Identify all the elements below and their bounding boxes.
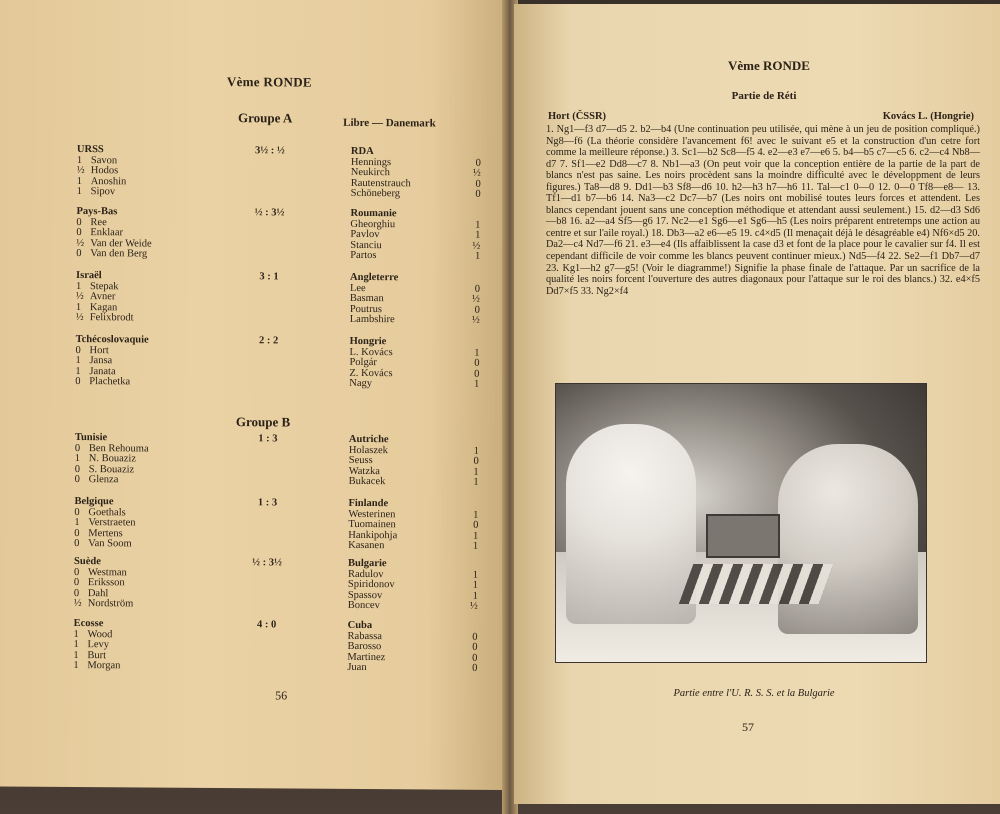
player-name: Tuomainen xyxy=(348,518,396,531)
player-name: Wood xyxy=(87,628,113,640)
groupe-b-heading: Groupe B xyxy=(235,414,291,430)
match-left-team xyxy=(75,433,235,487)
player-name: Enklaar xyxy=(90,227,124,239)
player-name: Bukacek xyxy=(348,475,386,488)
photo-caption: Partie entre l'U. R. S. S. et la Bulgarie xyxy=(673,688,835,699)
photo-chess-board xyxy=(679,564,834,604)
team-name: Suède xyxy=(74,555,101,568)
black-player: Kovács L. (Hongrie) xyxy=(882,111,974,122)
player-row xyxy=(74,599,234,611)
player-score: 0 xyxy=(474,304,480,316)
player-name: Polgár xyxy=(349,356,377,369)
match-block xyxy=(75,333,496,390)
match-block xyxy=(76,205,497,262)
match-score: 4 : 0 xyxy=(256,619,277,631)
player-name: Eriksson xyxy=(87,577,125,589)
player-name: Verstraeten xyxy=(88,517,136,529)
player-score: ½ xyxy=(471,293,480,305)
player-name: Morgan xyxy=(87,660,121,672)
player-name: Poutrus xyxy=(349,303,382,315)
player-name: L. Kovács xyxy=(349,346,393,358)
player-score: ½ xyxy=(472,167,481,179)
player-score: 1 xyxy=(475,219,481,231)
player-score: 0 xyxy=(472,652,478,664)
game-subtitle: Partie de Réti xyxy=(731,90,797,102)
player-name: Partos xyxy=(350,249,377,262)
player-score: 0 xyxy=(74,527,80,539)
match-score: 1 : 3 xyxy=(258,433,278,445)
player-name: Westerinen xyxy=(348,508,396,520)
player-score: 1 xyxy=(76,175,83,187)
match-right-team xyxy=(348,559,478,612)
player-score: ½ xyxy=(73,597,82,610)
match-right-team xyxy=(349,435,479,488)
player-score: 1 xyxy=(472,569,479,581)
player-row xyxy=(347,652,477,663)
match-right-team xyxy=(349,337,479,390)
player-name: Nordström xyxy=(87,598,134,610)
player-score: 1 xyxy=(473,476,479,488)
player-name: Plachetka xyxy=(89,376,131,388)
player-row xyxy=(75,377,235,389)
team-name: Finlande xyxy=(348,497,389,510)
player-row xyxy=(350,251,480,262)
player-name: Basman xyxy=(349,292,384,305)
player-score: 0 xyxy=(74,463,81,475)
player-name: Barosso xyxy=(347,640,382,653)
match-score: 3½ : ½ xyxy=(255,145,285,157)
match-right-team xyxy=(350,209,480,262)
player-row xyxy=(351,189,481,200)
player-score: 1 xyxy=(472,579,478,591)
photo-player-right xyxy=(778,444,918,634)
player-score: 0 xyxy=(472,641,478,653)
player-name: Van Soom xyxy=(88,538,132,550)
player-score: 1 xyxy=(74,516,80,529)
player-name: Savon xyxy=(90,154,118,166)
player-score: 1 xyxy=(474,250,481,262)
player-name: Hort xyxy=(89,344,109,356)
player-row xyxy=(348,541,478,552)
team-name: RDA xyxy=(350,145,374,158)
right-page xyxy=(514,4,1000,804)
team-name: Israël xyxy=(76,269,102,282)
player-score: 1 xyxy=(73,649,79,661)
player-score: ½ xyxy=(471,314,480,326)
photo-player-left xyxy=(566,424,696,624)
player-score: ½ xyxy=(75,290,84,303)
player-score: 1 xyxy=(76,185,82,198)
player-name: Spiridonov xyxy=(347,578,395,591)
player-name: Nagy xyxy=(349,377,373,390)
team-name: Ecosse xyxy=(73,617,104,630)
player-score: ½ xyxy=(75,311,84,324)
player-name: Jansa xyxy=(89,355,113,367)
team-name: URSS xyxy=(76,143,104,156)
player-name: Kagan xyxy=(89,301,118,313)
match-left-team xyxy=(77,145,237,199)
player-name: Avner xyxy=(89,291,116,303)
player-name: S. Bouaziz xyxy=(88,463,135,475)
player-score: 1 xyxy=(73,638,79,651)
chess-game-photo xyxy=(556,384,926,662)
player-score: 0 xyxy=(473,455,479,467)
team-name: Autriche xyxy=(348,433,389,446)
player-score: 1 xyxy=(73,628,79,640)
match-left-team xyxy=(74,497,234,551)
match-block xyxy=(74,431,495,488)
match-block xyxy=(73,617,494,674)
team-name: Belgique xyxy=(74,495,114,508)
player-score: 1 xyxy=(472,530,479,542)
player-row xyxy=(76,313,236,325)
photo-chess-clock xyxy=(706,514,780,558)
player-score: 1 xyxy=(473,466,479,478)
player-name: Kasanen xyxy=(348,539,385,552)
player-score: 1 xyxy=(75,354,81,367)
player-score: 1 xyxy=(474,378,480,390)
match-score: 1 : 3 xyxy=(257,497,278,509)
player-row xyxy=(347,663,477,674)
player-name: Z. Kovács xyxy=(349,367,393,379)
player-name: Pavlov xyxy=(350,228,380,241)
player-score: 1 xyxy=(473,509,479,521)
player-name: Hankipohja xyxy=(348,529,398,541)
player-score: 1 xyxy=(473,445,479,457)
team-name: Angleterre xyxy=(350,271,399,284)
player-name: Levy xyxy=(87,639,110,651)
player-name: Lambshire xyxy=(349,313,395,326)
match-block xyxy=(73,555,494,612)
game-moves-text: 1. Ng1—f3 d7—d5 2. b2—b4 (Une continuation peu utilisée, qui mène à un jeu de position compliqué.) Ng8—f6 (La théorie considère l'avancement f6! avec le suivant e5 et la construction d'un cetre fort comme la meilleure réponse.) 3. Sc1—b2 Sc8—f5 4. e2—e3 e7—e6 5. b4—b5 c7—c5 6. c2—c4 Nb8—d7 7. Sf1—e2 Dd8—c7 8. Nb1—a3 (On peut voir que la conception entière de la partie de la part de blancs n'est pas saine. Les noirs procèdent sans la moindre difficulté avec le développment de leurs figures.) Ta8—d8 9. Dd1—b3 Sf8—d6 10. h2—h3 h7—h6 11. Tal—c1 0—0 12. 0—0 Tf8—e8— 13. Tf1—d1 b7—b6 14. Na3—c2 Dc7—b7 (Les noirs ont mobilisé toutes leurs forces et attendent. Les blancs cependant jouent sans une conception méthodique et attendant aussi seulement.) 15. d2—d3 Sd6—b8 16. a2—a4 Sf5—g6 17. Nc2—e1 Sg6—e1 Sg6—h5 (Les noirs préparent entretemps une action au centre et sur l'aile royal.) 18. Db3—a2 e6—e5 19. c4×d5 (Il menaçait déjà le désagréable e4) Nf6×d5 20. Da2—c4 Nd7—f6 21. e3—e4 (Ils affaiblissent la case d3 et font de la place pour le cavalier sur f4. Il est cependant difficile de voir comme les blancs peuvent continuer mieux.) Nd5—f4 22. Se2—f1 Db7—d7 23. Kg1—h2 g7—g5! (Voir le diagramme!) Signifie la phase finale de l'attaque. Par un sacrifice de la qualité les noirs forcent l'ouverture des autres diagonaux pour l'attaque sur le roi des blancs.) 32. e4×f5 Dd7×f5 33. Ng2×f4 xyxy=(546,124,980,297)
match-block xyxy=(76,143,497,200)
player-name: Mertens xyxy=(88,527,123,539)
left-page xyxy=(0,0,508,790)
player-name: Ree xyxy=(90,216,107,228)
player-row xyxy=(350,315,480,326)
match-score: 3 : 1 xyxy=(259,271,279,283)
player-score: 0 xyxy=(74,506,80,518)
player-score: 0 xyxy=(73,587,80,599)
team-name: Tchécoslovaquie xyxy=(75,333,149,346)
player-name: Goethals xyxy=(88,506,126,518)
match-left-team xyxy=(74,557,234,611)
player-score: 0 xyxy=(75,344,81,356)
player-score: 0 xyxy=(475,178,481,190)
player-score: 0 xyxy=(475,188,481,200)
player-name: Anoshin xyxy=(90,175,127,187)
player-name: Stanciu xyxy=(350,239,382,251)
player-name: Hodos xyxy=(90,165,119,177)
player-name: Stepak xyxy=(89,280,119,292)
player-name: Janata xyxy=(89,365,116,377)
player-name: Van der Weide xyxy=(90,237,152,250)
player-name: Neukirch xyxy=(350,166,390,179)
player-name: Glenza xyxy=(88,474,119,486)
player-name: Lee xyxy=(349,282,366,294)
player-score: 0 xyxy=(74,442,81,454)
match-left-team xyxy=(76,207,236,261)
player-score: 1 xyxy=(75,301,82,313)
match-score: 2 : 2 xyxy=(258,335,279,347)
player-score: 0 xyxy=(473,519,479,531)
player-score: 0 xyxy=(73,576,80,589)
player-row xyxy=(74,539,234,551)
player-name: Boncev xyxy=(347,599,380,612)
player-row xyxy=(348,601,478,612)
player-name: Holaszek xyxy=(348,444,388,456)
player-name: Seuss xyxy=(348,454,373,467)
player-name: Van den Berg xyxy=(90,248,148,260)
team-name: Tunisie xyxy=(74,431,108,444)
match-left-team xyxy=(75,335,235,389)
player-name: Gheorghiu xyxy=(350,218,396,230)
player-name: Burt xyxy=(87,649,107,661)
player-row xyxy=(75,475,235,487)
right-page-title: Vème RONDE xyxy=(728,58,810,73)
match-block xyxy=(75,269,496,326)
player-name: Felixbrodt xyxy=(89,312,134,324)
player-score: 1 xyxy=(475,229,481,241)
groupe-a-heading: Groupe A xyxy=(237,110,293,126)
match-left-team xyxy=(76,271,236,325)
player-name: Hennings xyxy=(350,156,392,168)
player-score: 0 xyxy=(76,216,82,228)
player-name: Spassov xyxy=(347,589,383,601)
player-score: 0 xyxy=(75,375,81,388)
player-score: 0 xyxy=(472,662,478,674)
player-score: 1 xyxy=(73,659,79,672)
team-name: Hongrie xyxy=(349,335,387,348)
player-row xyxy=(349,477,479,488)
player-score: 1 xyxy=(472,590,478,602)
player-name: Dahl xyxy=(87,587,109,599)
match-score: ½ : 3½ xyxy=(254,207,285,219)
player-score: 1 xyxy=(474,347,480,359)
player-name: Sipov xyxy=(90,186,116,198)
player-score: 0 xyxy=(475,157,481,169)
player-score: 0 xyxy=(74,537,80,550)
team-name: Bulgarie xyxy=(348,557,387,570)
player-score: 0 xyxy=(73,566,80,578)
player-score: 1 xyxy=(74,452,81,465)
player-score: 0 xyxy=(474,357,480,369)
match-right-team xyxy=(351,147,481,200)
player-name: Watzka xyxy=(348,465,380,477)
player-score: 0 xyxy=(74,473,80,486)
team-name: Cuba xyxy=(347,619,373,632)
player-score: ½ xyxy=(469,600,478,612)
player-name: Juan xyxy=(347,661,367,674)
player-score: ½ xyxy=(472,240,481,252)
player-score: 0 xyxy=(76,247,82,260)
player-score: ½ xyxy=(76,164,85,177)
match-block xyxy=(74,495,495,552)
player-row xyxy=(349,379,479,390)
free-team-line: Libre — Danemark xyxy=(343,116,436,130)
left-page-title: Vème RONDE xyxy=(226,74,312,90)
match-score: ½ : 3½ xyxy=(252,557,282,569)
player-score: 1 xyxy=(75,365,81,377)
player-score: 1 xyxy=(472,540,479,552)
left-page-number: 56 xyxy=(275,688,288,703)
player-name: Schöneberg xyxy=(350,187,401,200)
player-name: N. Bouaziz xyxy=(88,453,137,465)
player-row xyxy=(77,187,237,199)
team-name: Pays-Bas xyxy=(76,205,118,218)
player-row xyxy=(73,661,233,673)
player-score: 0 xyxy=(474,283,481,295)
player-score: 1 xyxy=(75,280,82,292)
player-score: 0 xyxy=(472,631,478,643)
player-name: Radulov xyxy=(347,568,384,580)
player-name: Rabassa xyxy=(347,630,383,642)
player-name: Westman xyxy=(87,566,127,578)
match-right-team xyxy=(350,273,480,326)
team-name: Roumanie xyxy=(350,207,397,220)
match-left-team xyxy=(73,619,233,673)
white-player: Hort (ČSSR) xyxy=(548,111,607,122)
right-page-number: 57 xyxy=(742,720,754,734)
player-row xyxy=(76,249,236,261)
player-name: Ben Rehouma xyxy=(88,442,149,455)
match-right-team xyxy=(348,499,478,552)
player-score: ½ xyxy=(76,237,85,249)
player-score: 1 xyxy=(76,154,83,166)
player-score: 0 xyxy=(76,226,82,239)
player-name: Rautenstrauch xyxy=(350,177,411,189)
player-name: Martinez xyxy=(347,651,386,663)
player-score: 0 xyxy=(474,368,480,380)
match-right-team xyxy=(347,621,477,674)
